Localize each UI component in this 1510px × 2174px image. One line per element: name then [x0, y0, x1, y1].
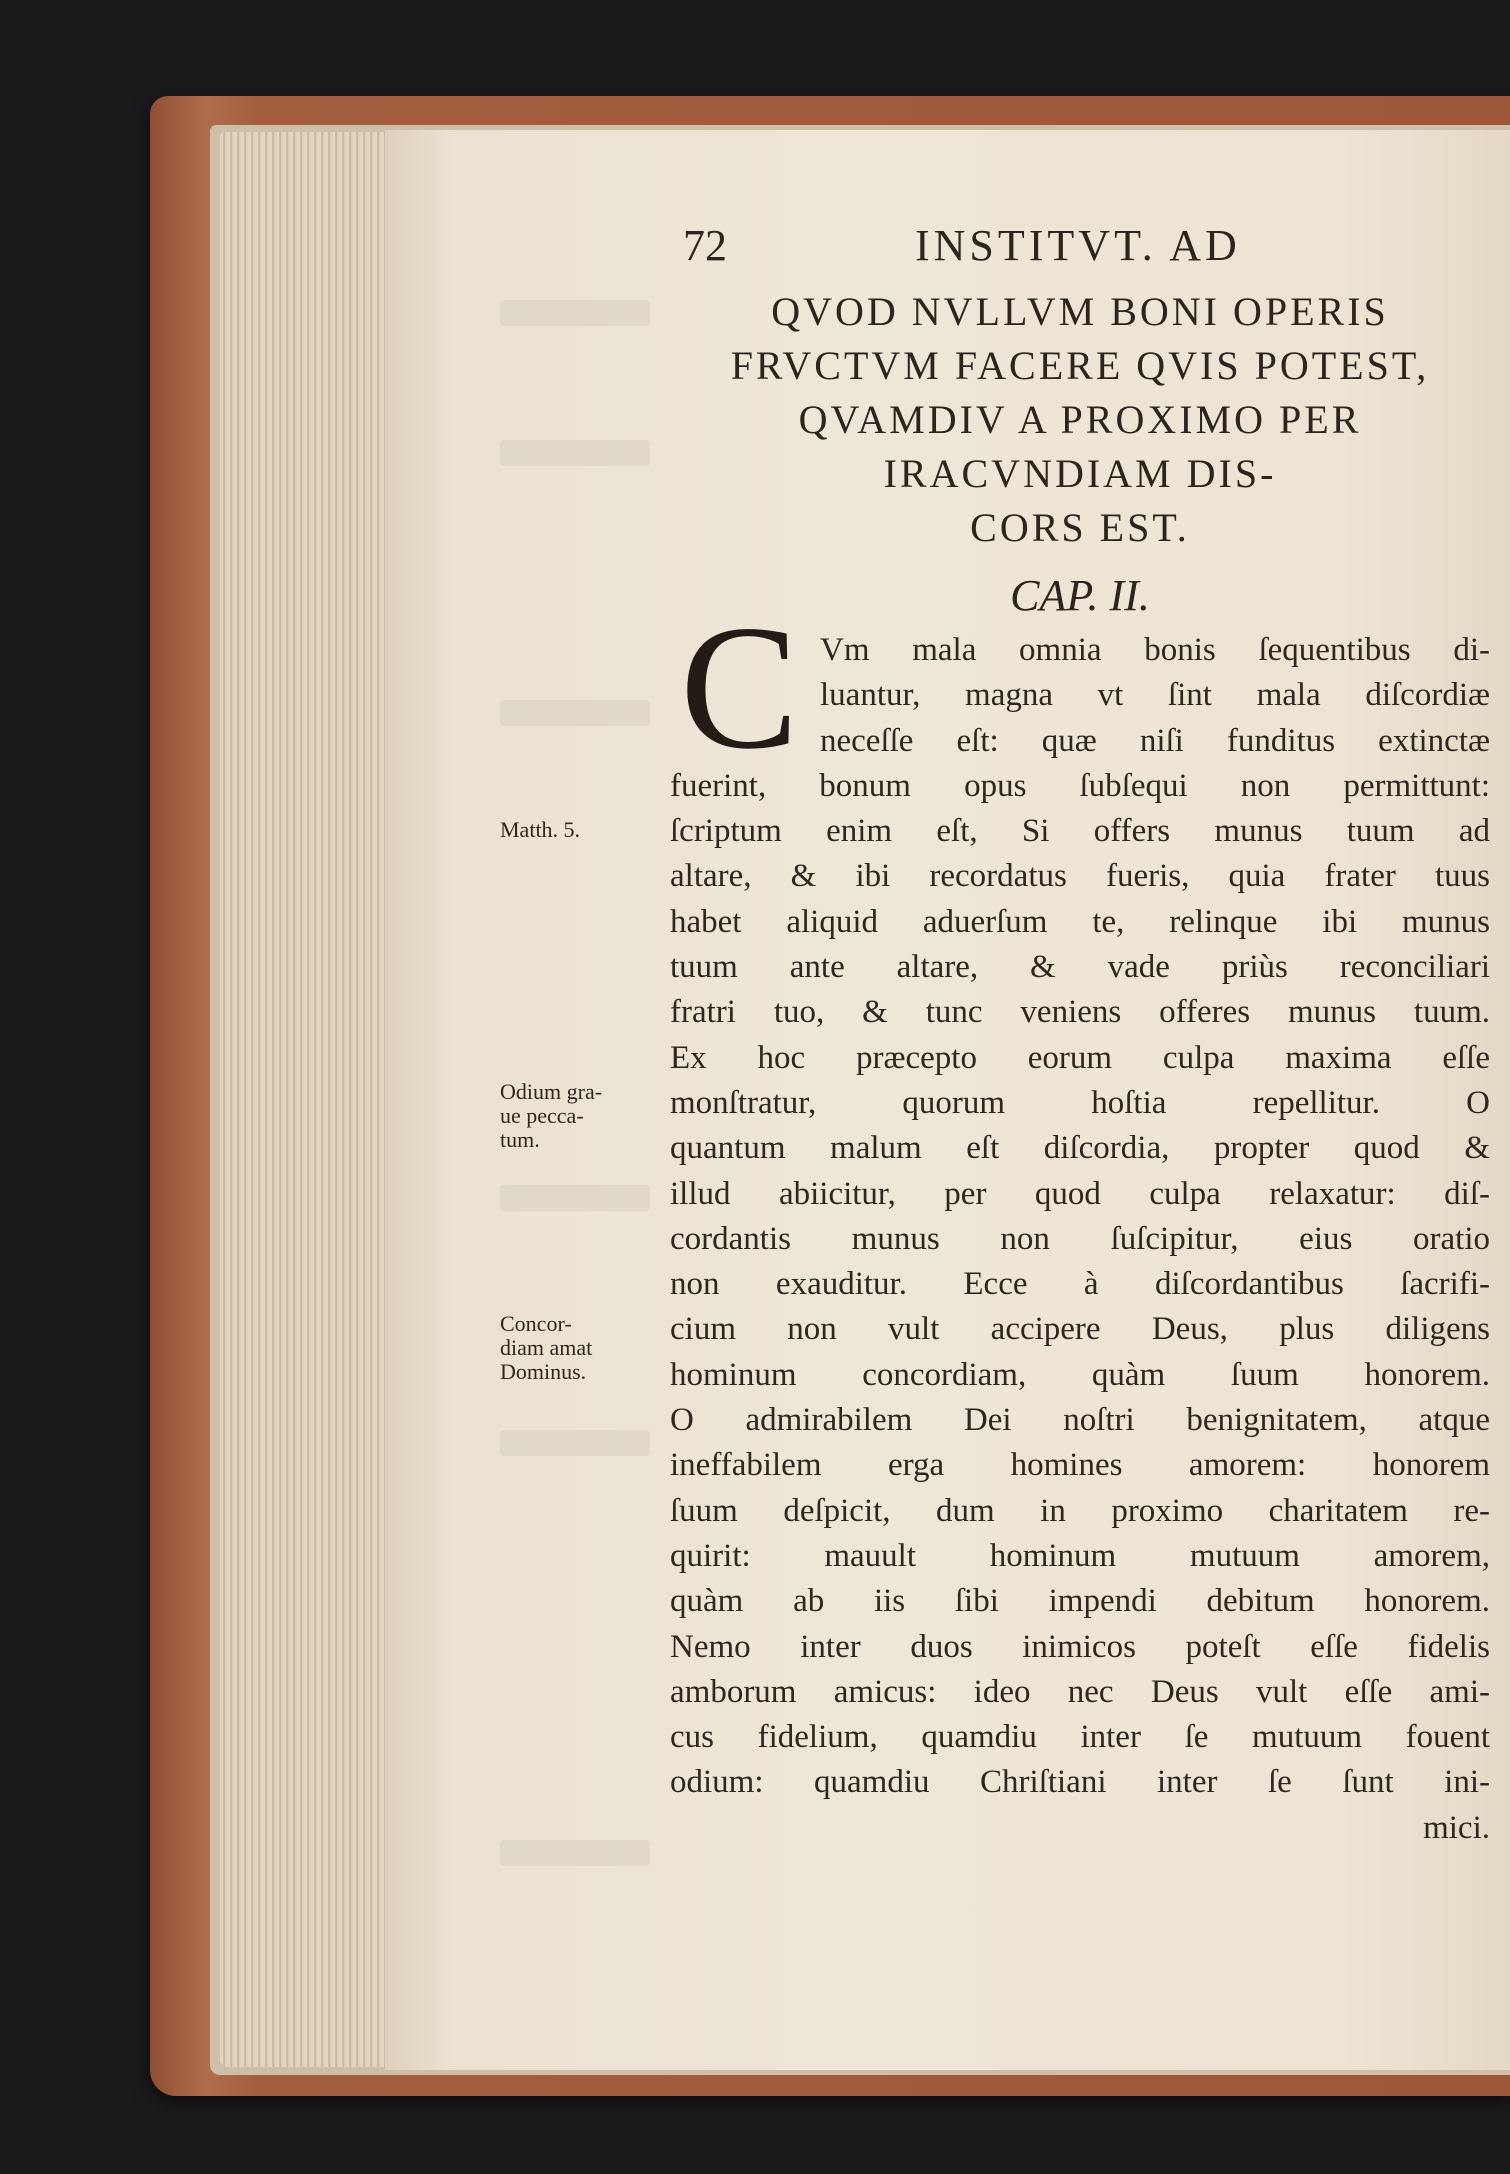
body-line: quantum malum eſt diſcordia, propter quod & [670, 1130, 1490, 1167]
chapter-title-line: IRACVNDIAM DIS- [883, 451, 1277, 496]
body-line: non exauditur. Ecce à diſcordantibus ſacrifi- [670, 1266, 1490, 1303]
body-line: odium: quamdiu Chriſtiani inter ſe ſunt ini- [670, 1764, 1490, 1801]
show-through-mark [500, 1185, 650, 1211]
margin-note-line: tum. [500, 1127, 540, 1152]
show-through-mark [500, 700, 650, 726]
margin-note-concordiam [500, 1312, 660, 1384]
body-text [670, 628, 1490, 1851]
margin-note-matth [500, 818, 660, 842]
body-line: luantur, magna vt ſint mala diſcordiæ [820, 677, 1490, 714]
body-line: O admirabilem Dei noſtri benignitatem, atque [670, 1402, 1490, 1439]
page-edges [220, 132, 390, 2067]
body-line: cus fidelium, quamdiu inter ſe mutuum fouent [670, 1719, 1490, 1756]
body-line: habet aliquid aduerſum te, relinque ibi munus [670, 903, 1490, 940]
body-line-catchword: mici. [1423, 1809, 1490, 1846]
body-line: quàm ab iis ſibi impendi debitum honorem. [670, 1583, 1490, 1620]
chapter-label: CAP. II. [1010, 571, 1150, 620]
body-line: ſcriptum enim eſt, Si offers munus tuum ad [670, 813, 1490, 850]
body-line: cordantis munus non ſuſcipitur, eius oratio [670, 1220, 1490, 1257]
body-line: ineffabilem erga homines amorem: honorem [670, 1447, 1490, 1484]
chapter-title-line: QVOD NVLLVM BONI OPERIS [771, 289, 1389, 334]
body-line: hominum concordiam, quàm ſuum honorem. [670, 1356, 1490, 1393]
running-head [675, 220, 1495, 280]
body-line: fratri tuo, & tunc veniens offeres munus tuum. [670, 994, 1490, 1031]
margin-note-line: Matth. 5. [500, 817, 581, 842]
body-line: altare, & ibi recordatus fueris, quia frater tuus [670, 858, 1490, 895]
body-line: tuum ante altare, & vade priùs reconciliari [670, 949, 1490, 986]
body-line: Nemo inter duos inimicos poteſt eſſe fidelis [670, 1628, 1490, 1665]
show-through-mark [500, 1430, 650, 1456]
body-line: quirit: mauult hominum mutuum amorem, [670, 1537, 1490, 1574]
margin-note-line: Concor- [500, 1311, 572, 1336]
body-line: Ex hoc præcepto eorum culpa maxima eſſe [670, 1039, 1490, 1076]
page-number: 72 [683, 221, 727, 270]
chapter-title-line: QVAMDIV A PROXIMO PER [798, 397, 1362, 442]
margin-note-line: Dominus. [500, 1359, 587, 1384]
running-title: INSTITVT. AD [915, 221, 1241, 270]
margin-note-line: Odium gra- [500, 1079, 603, 1104]
body-line: illud abiicitur, per quod culpa relaxatur: diſ- [670, 1175, 1490, 1212]
margin-note-line: diam amat [500, 1335, 593, 1360]
body-line: fuerint, bonum opus ſubſequi non permittunt: [670, 767, 1490, 804]
body-line: cium non vult accipere Deus, plus diligens [670, 1311, 1490, 1348]
body-line: neceſſe eſt: quæ niſi funditus extinctæ [820, 722, 1490, 759]
chapter-title-line: FRVCTVM FACERE QVIS POTEST, [730, 343, 1430, 388]
chapter-title [670, 285, 1490, 555]
drop-cap: C [680, 588, 799, 786]
show-through-mark [500, 440, 650, 466]
body-line: Vm mala omnia bonis ſequentibus di- [820, 632, 1490, 668]
show-through-mark [500, 300, 650, 326]
body-line: ſuum deſpicit, dum in proximo charitatem re- [670, 1492, 1490, 1529]
chapter-title-line: CORS EST. [970, 505, 1190, 550]
margin-note-odium [500, 1080, 660, 1152]
margin-note-line: ue pecca- [500, 1103, 584, 1128]
show-through-mark [500, 1840, 650, 1866]
body-line: monſtratur, quorum hoſtia repellitur. O [670, 1084, 1490, 1121]
body-line: amborum amicus: ideo nec Deus vult eſſe ami- [670, 1673, 1490, 1710]
